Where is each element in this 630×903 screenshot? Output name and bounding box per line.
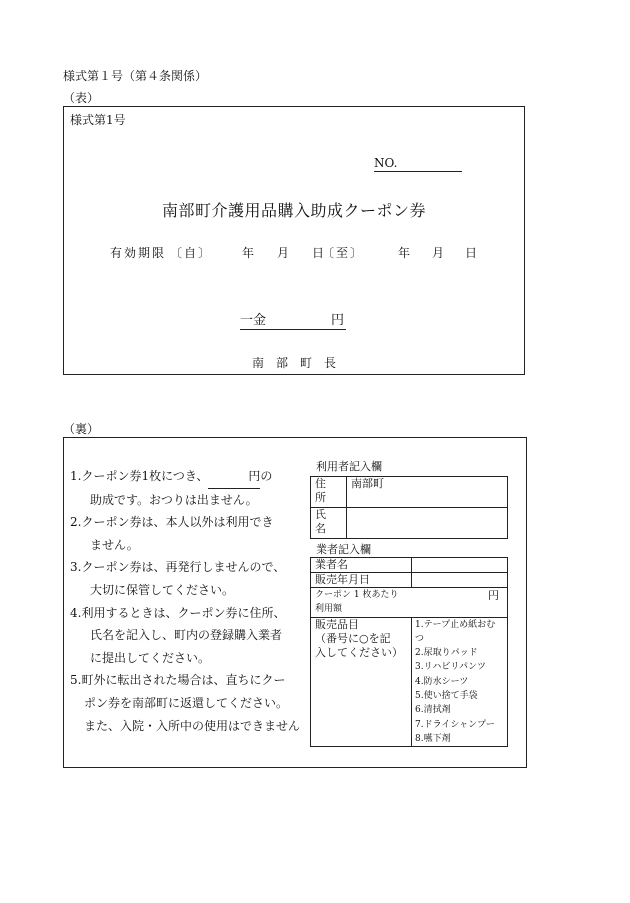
term-3-cont: 大切に保管してください。	[90, 582, 235, 597]
user-section-title: 利用者記入欄	[316, 460, 382, 473]
items-list	[412, 617, 508, 747]
items-label: 販売品目	[315, 617, 359, 631]
term-3: 3.クーポン券は、再発行しませんので、	[70, 560, 286, 575]
items-note-2: 入してください）	[315, 645, 403, 659]
item-4[interactable]: 4.防水シーツ	[415, 676, 469, 687]
address-label: 住 所	[311, 477, 347, 508]
coupon-amount-unit: 円	[488, 589, 499, 602]
validity-to-year: 年	[398, 246, 411, 260]
no-label: NO.	[374, 156, 398, 170]
sale-date-label: 販売年月日	[311, 573, 412, 588]
item-7[interactable]: 7.ドライシャンプー	[415, 719, 495, 730]
validity-from: 〔自〕	[170, 246, 213, 260]
items-label-cell	[311, 617, 412, 747]
term-2-cont: ません。	[90, 537, 139, 552]
validity-to: 〔至〕	[322, 246, 365, 260]
item-5[interactable]: 5.使い捨て手袋	[415, 691, 478, 702]
form-number: 様式第1号	[70, 113, 126, 127]
validity-from-year: 年	[242, 246, 255, 260]
coupon-back	[63, 437, 527, 768]
terms-list	[70, 465, 300, 737]
name-value[interactable]	[347, 508, 508, 539]
amount-field	[240, 312, 346, 330]
items-note-1: （番号に○を記	[315, 631, 391, 645]
validity-label: 有効期限	[110, 246, 167, 260]
validity-from-day: 日	[312, 246, 325, 260]
amount-suffix: 円	[330, 313, 344, 328]
coupon-number-field	[374, 155, 462, 172]
term-1: 1.クーポン券1枚につき、 円の	[70, 465, 300, 489]
coupon-amount-label-1: クーポン 1 枚あたり	[315, 590, 399, 600]
issuer: 南 部 町 長	[251, 356, 336, 370]
coupon-title: 南部町介護用品購入助成クーポン券	[161, 201, 426, 220]
term-4-cont: 氏名を記入し、町内の登録購入業者	[90, 628, 283, 643]
coupon-front	[63, 106, 525, 375]
vendor-name-value[interactable]	[412, 558, 508, 573]
term-4: 4.利用するときは、クーポン券に住所、	[70, 605, 286, 620]
item-8[interactable]: 8.嚥下剤	[415, 733, 451, 744]
amount-prefix: 一金	[240, 313, 267, 328]
vendor-info-table	[310, 557, 508, 747]
term-2: 2.クーポン券は、本人以外は利用でき	[70, 515, 274, 530]
term-1-amount-blank: 円	[208, 465, 260, 489]
sale-date-value[interactable]	[412, 573, 508, 588]
vendor-section-title: 業者記入欄	[316, 543, 371, 556]
item-3[interactable]: 3.リハビリパンツ	[415, 662, 487, 673]
term-5-cont2: また、入院・入所中の使用はできません	[84, 718, 301, 733]
back-label: （裏）	[63, 422, 100, 436]
term-4-cont2: に提出してください。	[90, 650, 211, 665]
front-label: （表）	[63, 91, 100, 105]
validity-from-month: 月	[277, 246, 290, 260]
format-note: 様式第１号（第４条関係）	[63, 69, 208, 83]
term-5-cont: ポン券を南部町に返還してください。	[84, 695, 289, 710]
validity-to-month: 月	[432, 246, 445, 260]
coupon-amount-label-2: 利用額	[315, 604, 343, 615]
validity-to-day: 日	[465, 246, 478, 260]
name-label: 氏 名	[311, 508, 347, 539]
term-5: 5.町外に転出された場合は、直ちにクー	[70, 673, 286, 688]
term-1-cont: 助成です。おつりは出ません。	[90, 492, 258, 507]
item-2[interactable]: 2.尿取りパッド	[415, 648, 478, 659]
user-info-table	[310, 476, 508, 539]
item-1[interactable]: 1.テープ止め紙おむつ	[415, 619, 496, 644]
item-6[interactable]: 6.清拭剤	[415, 705, 451, 716]
address-value[interactable]: 南部町	[347, 477, 508, 508]
vendor-name-label: 業者名	[311, 558, 412, 573]
coupon-amount-row[interactable]	[311, 588, 508, 618]
